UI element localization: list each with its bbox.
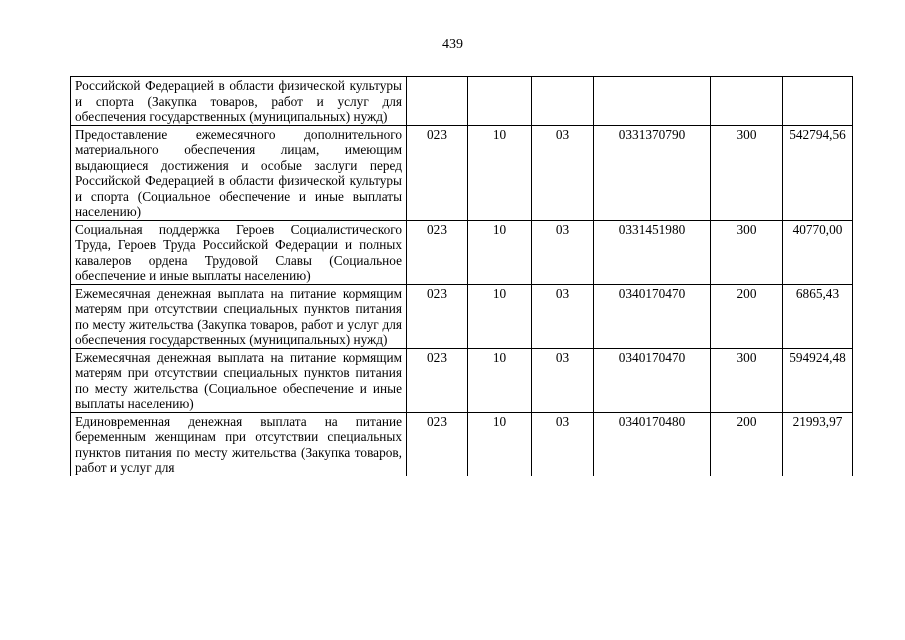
table-row [71,348,853,412]
target-code: 0331370790 [594,125,711,220]
amount: 21993,97 [783,412,853,476]
amount: 6865,43 [783,284,853,348]
subsection-code: 03 [532,125,594,220]
section-code [468,77,532,126]
target-code [594,77,711,126]
subsection-code: 03 [532,220,594,284]
subsection-code: 03 [532,284,594,348]
page-number: 439 [442,37,463,52]
subsection-code: 03 [532,348,594,412]
amount [783,77,853,126]
amount: 40770,00 [783,220,853,284]
section-code: 10 [468,412,532,476]
section-code: 10 [468,220,532,284]
expense-type-code: 300 [711,125,783,220]
table-row [71,77,853,126]
ministry-code: 023 [407,220,468,284]
ministry-code: 023 [407,412,468,476]
row-name: Единовременная денежная выплата на питание беременным женщинам при отсутствии специальных пунктов питания по месту жительства (Закупка товаров, работ и услуг для [71,412,407,476]
amount: 542794,56 [783,125,853,220]
row-name: Ежемесячная денежная выплата на питание кормящим матерям при отсутствии специальных пунктов питания по месту жительства (Закупка товаров, работ и услуг для обеспечения государственных (муниципальных) нужд) [71,284,407,348]
table-row [71,125,853,220]
table-row [71,220,853,284]
target-code: 0331451980 [594,220,711,284]
row-name: Предоставление ежемесячного дополнительного материального обеспечения лицам, имеющим выдающиеся достижения и особые заслуги перед Российской Федерацией в области физической культуры и спорта (Социальное обеспечение и иные выплаты населению) [71,125,407,220]
expense-type-code: 200 [711,412,783,476]
expense-type-code [711,77,783,126]
ministry-code: 023 [407,348,468,412]
ministry-code: 023 [407,284,468,348]
target-code: 0340170480 [594,412,711,476]
subsection-code [532,77,594,126]
table-row [71,412,853,476]
target-code: 0340170470 [594,284,711,348]
expense-type-code: 200 [711,284,783,348]
ministry-code: 023 [407,125,468,220]
target-code: 0340170470 [594,348,711,412]
amount: 594924,48 [783,348,853,412]
expense-type-code: 300 [711,220,783,284]
section-code: 10 [468,348,532,412]
section-code: 10 [468,284,532,348]
ministry-code [407,77,468,126]
row-name: Социальная поддержка Героев Социалистического Труда, Героев Труда Российской Федерации и полных кавалеров ордена Трудовой Славы (Социальное обеспечение и иные выплаты населению) [71,220,407,284]
subsection-code: 03 [532,412,594,476]
budget-table [70,76,853,476]
row-name: Ежемесячная денежная выплата на питание кормящим матерям при отсутствии специальных пунктов питания по месту жительства (Социальное обеспечение и иные выплаты населению) [71,348,407,412]
row-name: Российской Федерацией в области физической культуры и спорта (Закупка товаров, работ и услуг для обеспечения государственных (муниципальных) нужд) [71,77,407,126]
expense-type-code: 300 [711,348,783,412]
table-row [71,284,853,348]
section-code: 10 [468,125,532,220]
